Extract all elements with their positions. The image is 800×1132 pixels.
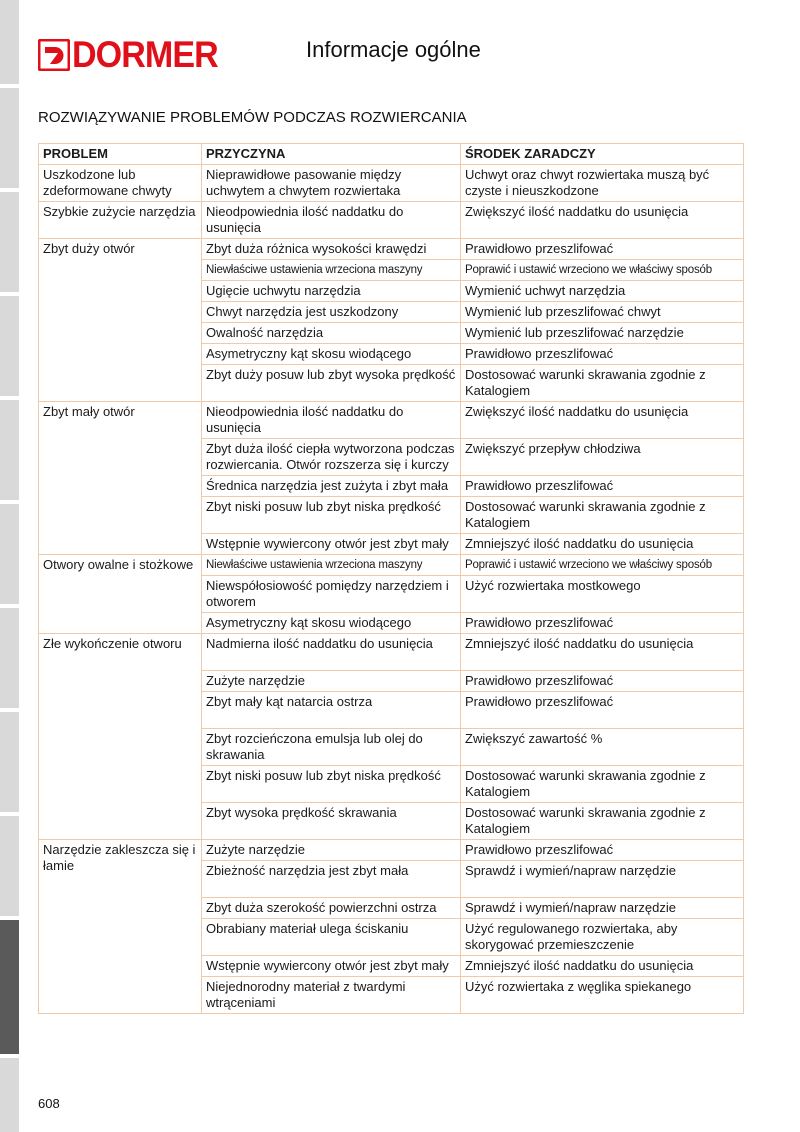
page-title: Informacje ogólne	[306, 37, 481, 62]
dormer-logo-icon	[38, 39, 70, 71]
cause-cell: Zbyt niski posuw lub zbyt niska prędkość	[202, 497, 461, 534]
problem-cell: Szybkie zużycie narzędzia	[39, 202, 202, 239]
cause-cell: Zbyt mały kąt natarcia ostrza	[202, 692, 461, 729]
remedy-cell: Prawidłowo przeszlifować	[461, 840, 744, 861]
edge-tab	[0, 192, 19, 292]
remedy-cell: Prawidłowo przeszlifować	[461, 239, 744, 260]
cause-cell: Asymetryczny kąt skosu wiodącego	[202, 613, 461, 634]
remedy-cell: Prawidłowo przeszlifować	[461, 613, 744, 634]
cause-cell: Zbyt duży posuw lub zbyt wysoka prędkość	[202, 365, 461, 402]
column-header-problem: PROBLEM	[39, 144, 202, 165]
remedy-cell: Wymienić uchwyt narzędzia	[461, 281, 744, 302]
cause-cell: Zużyte narzędzie	[202, 671, 461, 692]
brand-name: DORMER	[72, 34, 218, 75]
cause-cell: Nieprawidłowe pasowanie między uchwytem a chwytem rozwiertaka	[202, 165, 461, 202]
edge-tab	[0, 1058, 19, 1132]
troubleshooting-table	[38, 143, 744, 1014]
remedy-cell: Użyć regulowanego rozwiertaka, aby skorygować przemieszczenie	[461, 919, 744, 956]
table-row	[39, 634, 744, 671]
cause-cell: Zbyt duża różnica wysokości krawędzi	[202, 239, 461, 260]
table-row	[39, 202, 744, 239]
edge-tab	[0, 608, 19, 708]
page-number: 608	[38, 1096, 60, 1111]
remedy-cell: Dostosować warunki skrawania zgodnie z Katalogiem	[461, 497, 744, 534]
cause-cell: Niejednorodny materiał z twardymi wtrąceniami	[202, 977, 461, 1014]
edge-tab	[0, 296, 19, 396]
remedy-cell: Prawidłowo przeszlifować	[461, 344, 744, 365]
problem-cell: Złe wykończenie otworu	[39, 634, 202, 840]
table-header-row	[39, 144, 744, 165]
table-row	[39, 555, 744, 576]
table-row	[39, 840, 744, 861]
table-row	[39, 165, 744, 202]
cause-cell: Zbyt duża ilość ciepła wytworzona podczas rozwiercania. Otwór rozszerza się i kurczy	[202, 439, 461, 476]
remedy-cell: Zmniejszyć ilość naddatku do usunięcia	[461, 534, 744, 555]
column-header-remedy: ŚRODEK ZARADCZY	[461, 144, 744, 165]
problem-cell: Otwory owalne i stożkowe	[39, 555, 202, 634]
remedy-cell: Poprawić i ustawić wrzeciono we właściwy sposób	[461, 555, 744, 576]
problem-cell: Zbyt mały otwór	[39, 402, 202, 555]
cause-cell: Zbyt niski posuw lub zbyt niska prędkość	[202, 766, 461, 803]
edge-tab	[0, 816, 19, 916]
cause-cell: Nieodpowiednia ilość naddatku do usunięcia	[202, 202, 461, 239]
edge-tab	[0, 0, 19, 84]
remedy-cell: Zwiększyć ilość naddatku do usunięcia	[461, 402, 744, 439]
problem-cell: Zbyt duży otwór	[39, 239, 202, 402]
edge-tab-active	[0, 920, 19, 1054]
remedy-cell: Dostosować warunki skrawania zgodnie z Katalogiem	[461, 365, 744, 402]
remedy-cell: Dostosować warunki skrawania zgodnie z Katalogiem	[461, 766, 744, 803]
column-header-cause: PRZYCZYNA	[202, 144, 461, 165]
remedy-cell: Wymienić lub przeszlifować narzędzie	[461, 323, 744, 344]
remedy-cell: Wymienić lub przeszlifować chwyt	[461, 302, 744, 323]
remedy-cell: Zmniejszyć ilość naddatku do usunięcia	[461, 634, 744, 671]
cause-cell: Obrabiany materiał ulega ściskaniu	[202, 919, 461, 956]
cause-cell: Nieodpowiednia ilość naddatku do usunięcia	[202, 402, 461, 439]
cause-cell: Zbyt rozcieńczona emulsja lub olej do skrawania	[202, 729, 461, 766]
cause-cell: Chwyt narzędzia jest uszkodzony	[202, 302, 461, 323]
cause-cell: Zbieżność narzędzia jest zbyt mała	[202, 861, 461, 898]
cause-cell: Niewłaściwe ustawienia wrzeciona maszyny	[202, 555, 461, 576]
cause-cell: Wstępnie wywiercony otwór jest zbyt mały	[202, 956, 461, 977]
dormer-logo	[38, 34, 230, 75]
remedy-cell: Dostosować warunki skrawania zgodnie z Katalogiem	[461, 803, 744, 840]
remedy-cell: Użyć rozwiertaka z węglika spiekanego	[461, 977, 744, 1014]
remedy-cell: Prawidłowo przeszlifować	[461, 692, 744, 729]
cause-cell: Zbyt wysoka prędkość skrawania	[202, 803, 461, 840]
cause-cell: Średnica narzędzia jest zużyta i zbyt mała	[202, 476, 461, 497]
remedy-cell: Prawidłowo przeszlifować	[461, 671, 744, 692]
problem-cell: Uszkodzone lub zdeformowane chwyty	[39, 165, 202, 202]
cause-cell: Zużyte narzędzie	[202, 840, 461, 861]
cause-cell: Ugięcie uchwytu narzędzia	[202, 281, 461, 302]
edge-tab	[0, 712, 19, 812]
cause-cell: Owalność narzędzia	[202, 323, 461, 344]
remedy-cell: Użyć rozwiertaka mostkowego	[461, 576, 744, 613]
remedy-cell: Sprawdź i wymień/napraw narzędzie	[461, 898, 744, 919]
remedy-cell: Zwiększyć przepływ chłodziwa	[461, 439, 744, 476]
cause-cell: Wstępnie wywiercony otwór jest zbyt mały	[202, 534, 461, 555]
remedy-cell: Poprawić i ustawić wrzeciono we właściwy sposób	[461, 260, 744, 281]
table-body	[39, 165, 744, 1014]
remedy-cell: Zwiększyć zawartość %	[461, 729, 744, 766]
remedy-cell: Zwiększyć ilość naddatku do usunięcia	[461, 202, 744, 239]
edge-tabs	[0, 0, 20, 1132]
cause-cell: Zbyt duża szerokość powierzchni ostrza	[202, 898, 461, 919]
section-title: ROZWIĄZYWANIE PROBLEMÓW PODCZAS ROZWIERCANIA	[38, 109, 467, 126]
cause-cell: Niewłaściwe ustawienia wrzeciona maszyny	[202, 260, 461, 281]
table-row	[39, 239, 744, 260]
edge-tab	[0, 88, 19, 188]
remedy-cell: Sprawdź i wymień/napraw narzędzie	[461, 861, 744, 898]
table-row	[39, 402, 744, 439]
problem-cell: Narzędzie zakleszcza się i łamie	[39, 840, 202, 1014]
remedy-cell: Zmniejszyć ilość naddatku do usunięcia	[461, 956, 744, 977]
remedy-cell: Uchwyt oraz chwyt rozwiertaka muszą być czyste i nieuszkodzone	[461, 165, 744, 202]
cause-cell: Asymetryczny kąt skosu wiodącego	[202, 344, 461, 365]
cause-cell: Niewspółosiowość pomiędzy narzędziem i otworem	[202, 576, 461, 613]
remedy-cell: Prawidłowo przeszlifować	[461, 476, 744, 497]
edge-tab	[0, 400, 19, 500]
edge-tab	[0, 504, 19, 604]
cause-cell: Nadmierna ilość naddatku do usunięcia	[202, 634, 461, 671]
